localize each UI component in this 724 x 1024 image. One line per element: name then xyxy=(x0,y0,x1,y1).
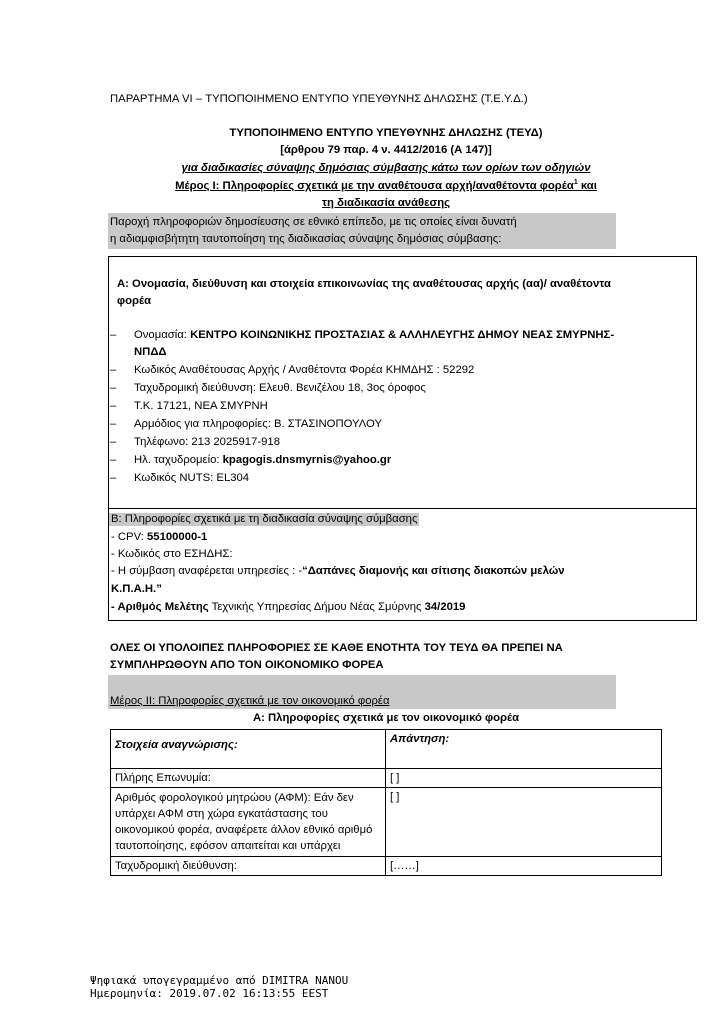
section-a-heading-line2: φορέα xyxy=(117,295,152,307)
notice-line1: ΟΛΕΣ ΟΙ ΥΠΟΛΟΙΠΕΣ ΠΛΗΡΟΦΟΡΙΕΣ ΣΕ ΚΑΘΕ ΕΝΟΤΗΤΑ ΤΟΥ ΤΕΥΔ ΘΑ ΠΡΕΠΕΙ ΝΑ xyxy=(110,642,563,654)
info-banner-line2: η αδιαμφισβήτητη ταυτοποίηση της διαδικασίας σύναψης δημόσιας σύμβασης: xyxy=(110,233,502,245)
contact-person: Αρμόδιος για πληροφορίες: Β. ΣΤΑΣΙΝΟΠΟΥΛΟΥ xyxy=(134,418,382,430)
study-label: - Αριθμός Μελέτης xyxy=(111,601,209,613)
authority-code: Κωδικός Αναθέτουσας Αρχής / Αναθέτοντα Φορέα ΚΗΜΔΗΣ : 52292 xyxy=(134,364,475,376)
list-item-name xyxy=(110,328,615,342)
list-dash: – xyxy=(110,364,117,376)
signature-date: Ημερομηνία: 2019.07.02 16:13:55 EEST xyxy=(90,986,329,1000)
footnote-mark: 1 xyxy=(573,179,578,187)
list-dash: – xyxy=(110,472,117,484)
info-banner-line1: Παροχή πληροφοριών δημοσίευσης σε εθνικό επίπεδο, με τις οποίες είναι δυνατή xyxy=(110,216,517,228)
table-row xyxy=(111,769,662,788)
answer-field-vat[interactable]: [ ] xyxy=(386,788,662,857)
study-text: Τεχνικής Υπηρεσίας Δήμου Νέας Σμύρνης xyxy=(208,601,425,613)
cpv-value: 55100000-1 xyxy=(147,531,208,543)
part2-subheading: Α: Πληροφορίες σχετικά με τον οικονομικό φορέα xyxy=(252,712,520,724)
list-item-address xyxy=(110,381,426,395)
table-header-row xyxy=(111,730,662,769)
section-b-heading xyxy=(109,512,419,528)
answer-field-name[interactable]: [ ] xyxy=(386,769,662,788)
part2-banner-text: Μέρος ΙΙ: Πληροφορίες σχετικά με τον οικονομικό φορέα xyxy=(110,695,390,707)
list-dash: – xyxy=(110,382,117,394)
study-value: 34/2019 xyxy=(424,601,466,613)
section-a-heading: Α: Ονομασία, διεύθυνση και στοιχεία επικοινωνίας της αναθέτουσας αρχής (αα)/ αναθέτοντα xyxy=(117,278,611,290)
table-header-answer: Απάντηση: xyxy=(386,730,662,769)
services-label: - Η σύμβαση αναφέρεται υπηρεσίες : - xyxy=(111,565,303,577)
name-value: ΚΕΝΤΡΟ ΚΟΙΝΩΝΙΚΗΣ ΠΡΟΣΤΑΣΙΑΣ & ΑΛΛΗΛΕΥΓΗΣ ΔΗΜΟΥ ΝΕΑΣ ΣΜΥΡΝΗΣ- xyxy=(190,329,615,341)
list-item-phone xyxy=(110,435,280,449)
table-header-label: Στοιχεία αναγνώρισης: xyxy=(111,730,386,769)
email-value: kpagogis.dnsmyrnis@yahoo.gr xyxy=(222,454,392,466)
table-row xyxy=(111,788,662,857)
list-dash: – xyxy=(110,329,117,341)
economic-operator-table xyxy=(110,729,662,876)
eshdis-line: - Κωδικός στο ΕΣΗΔΗΣ: xyxy=(111,548,233,560)
row-label: Πλήρης Επωνυμία: xyxy=(111,769,386,788)
list-dash: – xyxy=(110,400,117,412)
answer-field-address[interactable]: [……] xyxy=(386,857,662,876)
name-value-line2: ΝΠΔΔ xyxy=(134,346,167,358)
row-label: Ταχυδρομική διεύθυνση: xyxy=(111,857,386,876)
services-line xyxy=(111,564,565,578)
phone: Τηλέφωνο: 213 2025917-918 xyxy=(134,436,280,448)
notice-line2: ΣΥΜΠΛΗΡΩΘΟΥΝ ΑΠΟ ΤΟΝ ΟΙΚΟΝΟΜΙΚΟ ΦΟΡΕΑ xyxy=(110,659,384,671)
services-value: “Δαπάνες διαμονής και σίτισης διακοπών μελών xyxy=(302,565,565,577)
list-item-nuts xyxy=(110,471,250,485)
part1-heading-line2: τη διαδικασία ανάθεσης xyxy=(322,197,450,209)
info-banner xyxy=(108,213,616,249)
postal-address: Ταχυδρομική διεύθυνση: Ελευθ. Βενιζέλου 18, 3ος όροφος xyxy=(134,382,426,394)
name-label: Ονομασία: xyxy=(134,329,191,341)
list-item-postal xyxy=(110,399,268,413)
study-line xyxy=(111,600,465,614)
list-dash: – xyxy=(110,418,117,430)
row-label: Αριθμός φορολογικού μητρώου (ΑΦΜ): Εάν δεν υπάρχει ΑΦΜ στη χώρα εγκατάστασης του οικονομικού φορέα, αναφέρετε άλλον εθνικό αριθμό ταυτοποίησης, εφόσον απαιτείται και υπάρχει xyxy=(111,788,386,857)
table-row xyxy=(111,857,662,876)
form-title: ΤΥΠΟΠΟΙΗΜΕΝΟ ΕΝΤΥΠΟ ΥΠΕΥΘΥΝΗΣ ΔΗΛΩΣΗΣ (ΤΕΥΔ) xyxy=(229,127,543,139)
list-item-email xyxy=(110,453,392,467)
cpv-line xyxy=(111,530,207,544)
cpv-label: - CPV: xyxy=(111,531,147,543)
postal-code: Τ.Κ. 17121, ΝΕΑ ΣΜΥΡΝΗ xyxy=(134,400,268,412)
email-label: Ηλ. ταχυδρομείο: xyxy=(134,454,223,466)
section-b-heading-text: Β: Πληροφορίες σχετικά με τη διαδικασία σύναψης σύμβασης xyxy=(111,513,418,525)
part2-banner xyxy=(108,675,616,709)
annex-title: ΠΑΡΑΡΤΗΜΑ VI – ΤΥΠΟΠΟΙΗΜΕΝΟ ΕΝΤΥΠΟ ΥΠΕΥΘΥΝΗΣ ΔΗΛΩΣΗΣ (Τ.Ε.Υ.Δ.) xyxy=(110,93,528,105)
law-reference: [άρθρου 79 παρ. 4 ν. 4412/2016 (Α 147)] xyxy=(280,144,492,156)
part1-heading xyxy=(110,179,662,193)
list-dash: – xyxy=(110,454,117,466)
form-subtitle: για διαδικασίες σύναψης δημόσιας σύμβασης κάτω των ορίων των οδηγιών xyxy=(181,162,591,174)
nuts-code: Κωδικός NUTS: EL304 xyxy=(134,472,250,484)
list-item-code xyxy=(110,363,475,377)
list-item-contact xyxy=(110,417,382,431)
services-value-line2: Κ.Π.Α.Η.” xyxy=(111,583,162,595)
list-dash: – xyxy=(110,436,117,448)
part1-heading-text: Μέρος Ι: Πληροφορίες σχετικά με την αναθέτουσα αρχή/αναθέτοντα φορέα xyxy=(175,180,574,192)
part1-heading-end: και xyxy=(580,180,597,192)
signature-signed-by: Ψηφιακά υπογεγραμμένο από DIMITRA NANOU xyxy=(90,974,349,987)
digital-signature xyxy=(90,975,348,1000)
